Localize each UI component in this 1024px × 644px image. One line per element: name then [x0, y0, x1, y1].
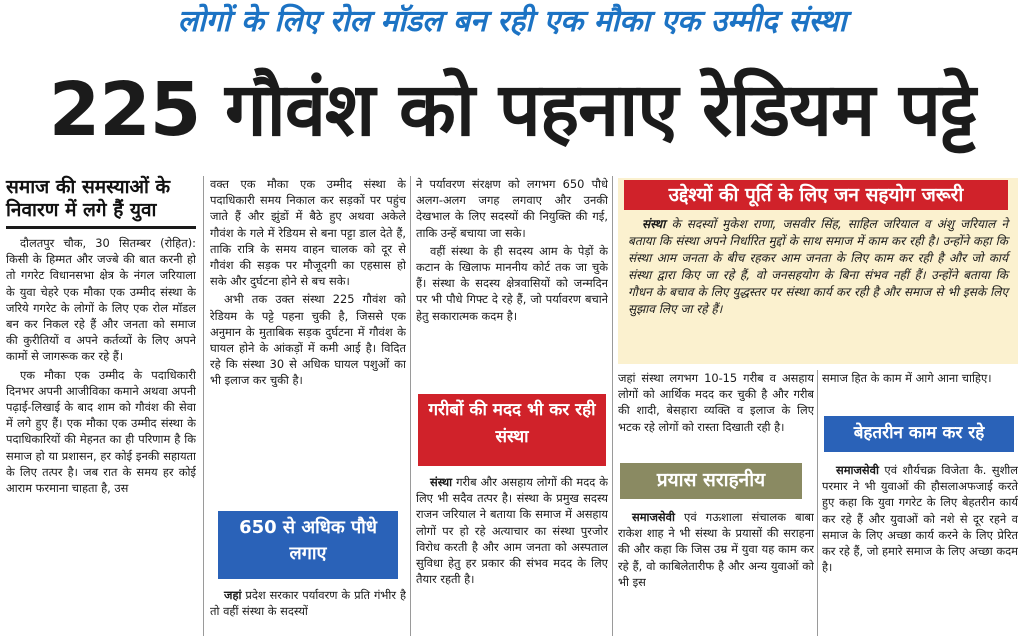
col4-paragraph-1: जहां संस्था लगभग 10-15 गरीब व असहाय लोगों को आर्थिक मदद कर चुकी है और गरीब की शादी, बेसहारा व्यक्ति व इलाज के लिए भटक रहे लोगों को रास्ता दिखाती रही है। [618, 371, 814, 434]
callout-lead-word: संस्था [642, 217, 666, 231]
col3-paragraph-3-text: गरीब और असहाय लोगों की मदद के लिए भी सदैव तत्पर है। संस्था के प्रमुख सदस्य राजन जरियाल ने बताया कि समाज में असहाय लोगों पर हो रहे अत्याचार का संस्था पुरजोर विरोध करती है और आम जनता को अस्पताल सुविधा हेतु हर प्रकार की संभव मदद के लिए तैयार रहती है। [416, 475, 608, 587]
col5-paragraph-1: समाज हित के काम में आगे आना चाहिए। [822, 371, 992, 385]
column-5 [822, 370, 1018, 639]
col5-paragraph-2-text: एवं शौर्यचक्र विजेता कै. सुशील परमार ने भी युवाओं की हौसलाअफजाई करते हुए कहा कि युवा गगरेट के लिए बेहतरीन कार्य कर रहे हैं और युवाओं को नशे से दूर रहने व समाज के लिए अच्छा कार्य करने के लिए प्रेरित कर रहे हैं, जो हमारे समाज के लिए अच्छा कदम है। [822, 463, 1018, 575]
main-headline: 225 गौवंश को पहनाए रेडियम पट्टे [48, 67, 976, 153]
col2-lead-word: जहां [224, 588, 242, 602]
col4-paragraph-2-text: एवं गऊशाला संचालक बाबा राकेश शाह ने भी संस्था के प्रयासों की सराहना की और कहा कि जिस उम्र में युवा यह काम कर रहे हैं, वो काबिलेतारीफ है और अन्य युवाओं को भी इस [618, 510, 814, 589]
callout-text [618, 216, 1018, 318]
col4-body-top [618, 370, 814, 455]
column-2 [210, 176, 406, 639]
callout-body: के सदस्यों मुकेश राणा, जसवीर सिंह, साहिल जरियाल व अंशु जरियाल ने बताया कि संस्था अपने निर्धारित मुद्दों के साथ समाज में काम कर रही है। उन्होंने कहा कि संस्था आम जनता के बीच रहकर आम जनता के लिए काम कर रही है और जो कार्य संस्था द्वारा किए जा रहे हैं, वो जनसहयोग के बिना संभव नहीं हैं। उन्होंने बताया कि गौधन के बचाव के लिए युद्धस्तर पर संस्था कार्य कर रही है और समाज से भी इसके लिए सुझाव लिए जा रहे हैं। [628, 217, 1008, 316]
column-3 [416, 176, 608, 639]
col3-paragraph-1: ने पर्यावरण संरक्षण को लगभग 650 पौधे अलग-अलग जगह लगवाए और उनकी देखभाल के लिए सदस्यों की नियुक्ति की गई, ताकि उन्हें बचाया जा सके। [416, 177, 608, 240]
col1-subhead-rule [6, 226, 196, 229]
col1-paragraph-2: एक मौका एक उम्मीद के पदाधिकारी दिनभर अपनी आजीविका कमाने अथवा अपनी पढ़ाई-लिखाई के बाद शाम को गौवंश की सेवा में लगे हुए हैं। एक मौका एक उम्मीद संस्था के पदाधिकारियों की मेहनत का ही परिणाम है कि समाज हो या प्रशासन, हर कोई इनकी सहायता के लिए तत्पर है। जब रात के समय हर कोई आराम फरमाना चाहता है, उस [6, 367, 196, 496]
callout-title: उद्देश्यों की पूर्ति के लिए जन सहयोग जरूरी [624, 180, 1008, 210]
column-4 [618, 370, 814, 639]
col5-lead-word: समाजसेवी [836, 463, 879, 477]
col2-body-bottom [210, 587, 406, 637]
column-1 [6, 176, 196, 639]
callout-box [618, 178, 1018, 364]
col4-paragraph-2 [618, 509, 814, 590]
col3-paragraph-3 [416, 474, 608, 587]
column-divider [817, 370, 818, 636]
col3-box-title: गरीबों की मदद भी कर रही संस्था [418, 394, 606, 466]
col3-paragraph-2: वहीं संस्था के ही सदस्य आम के पेड़ों के कटान के खिलाफ माननीय कोर्ट तक जा चुके हैं। संस्था के सदस्य क्षेत्रवासियों को जन्मदिन पर भी पौधे गिफ्ट दे रहे हैं, जो पर्यावरण बचाने हेतु सकारात्मक कदम है। [416, 243, 608, 323]
col5-body-top [822, 370, 1018, 408]
col1-paragraph-1: दौलतपुर चौक, 30 सितम्बर (रोहित): किसी के हिम्मत और जज्बे की बात करनी हो तो गगरेट विधानसभा क्षेत्र के नंगल जरियाला के युवा चेहरे एक मौका एक उम्मीद संस्था के जरिये गगरेट के लोगों के लिए एक रोल मॉडल बन कर निकल रहे हैं और जनता को समाज की कुरीतियों व अपने कर्तव्यों के लिए अपने कामों से जागरूक कर रहे हैं। [6, 236, 196, 364]
col4-body-bottom [618, 509, 814, 634]
col2-paragraph-3-text: प्रदेश सरकार पर्यावरण के प्रति गंभीर है तो वहीं संस्था के सदस्यों [210, 588, 406, 619]
col3-lead-word: संस्था [430, 475, 453, 489]
col3-body-top [416, 176, 608, 388]
col5-body-bottom [822, 462, 1018, 632]
col3-body-bottom [416, 474, 608, 644]
col1-body [6, 235, 196, 640]
col2-paragraph-2: अभी तक उक्त संस्था 225 गौवंश को रेडियम के पट्टे पहना चुकी है, जिससे एक अनुमान के मुताबिक सड़क दुर्घटना में गौवंश के घायल होने के आंकड़ों में कमी आई है। विदित रहे कि संस्था 30 से अधिक घायल पशुओं का भी इलाज कर चुकी है। [210, 292, 406, 388]
col4-box-title: प्रयास सराहनीय [620, 463, 802, 499]
column-divider [203, 176, 204, 636]
col2-paragraph-1: वक्त एक मौका एक उम्मीद संस्था के पदाधिकारी समय निकाल कर सड़कों पर पहुंच जाते हैं और झुंडों में बैठे हुए अथवा अकेले गौवंश के गले में रेडियम से बना पट्टा डाल देते हैं, ताकि रात्रि के समय वाहन चालक को दूर से गौवंश की सड़क पर मौजूदगी का एहसास हो सके और दुर्घटना होने से बच सके। [210, 177, 406, 289]
column-divider [612, 176, 613, 636]
col5-paragraph-2 [822, 462, 1018, 575]
col2-body-top [210, 176, 406, 501]
col2-paragraph-3 [210, 587, 406, 619]
col1-subhead: समाज की समस्याओं के निवारण में लगे हैं युवा [6, 176, 171, 221]
col5-box-title: बेहतरीन काम कर रहे [824, 416, 1014, 452]
column-divider [410, 176, 411, 636]
col2-box-title: 650 से अधिक पौधे लगाए [218, 511, 398, 579]
kicker-headline: लोगों के लिए रोल मॉडल बन रही एक मौका एक उम्मीद संस्था [177, 4, 847, 39]
col4-lead-word: समाजसेवी [632, 510, 675, 524]
